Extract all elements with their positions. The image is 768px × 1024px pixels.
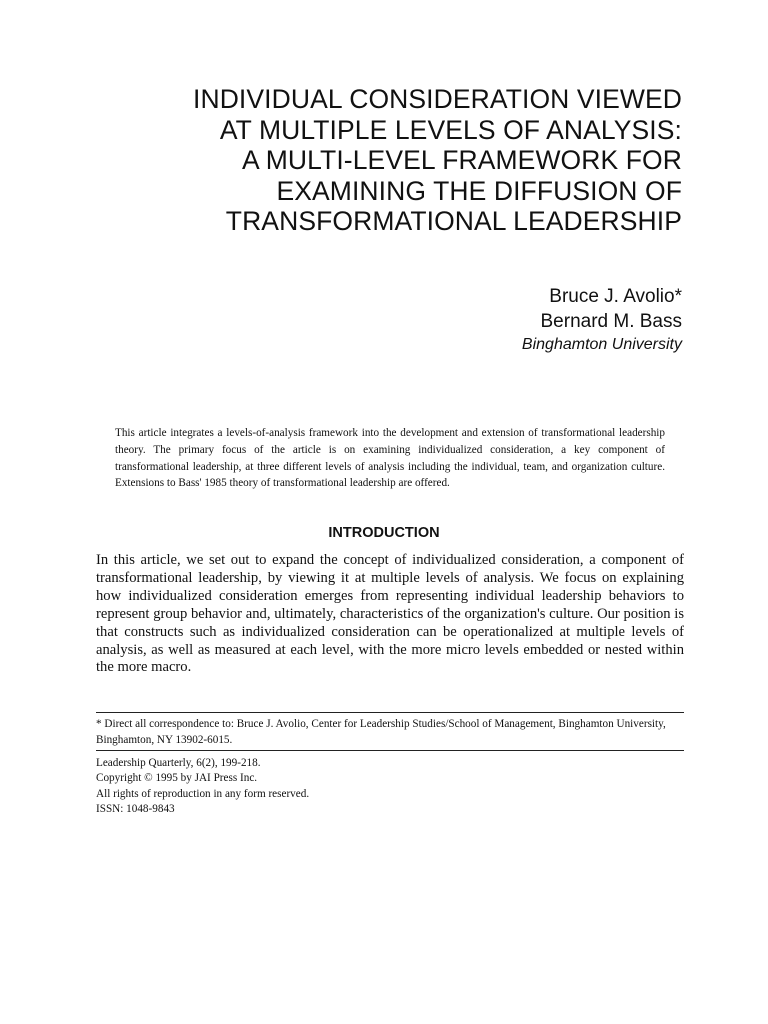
author-name: Bernard M. Bass (540, 310, 682, 332)
title-line: EXAMINING THE DIFFUSION OF (276, 175, 682, 206)
copyright-notice: Copyright © 1995 by JAI Press Inc. (96, 772, 258, 785)
footnote-divider (96, 750, 684, 751)
body-paragraph: In this article, we set out to expand the concept of individualized consideration, a component of transformational leadership, by viewing it at multiple levels of analysis. We focus on explaining how individualized consideration emerges from representing individual leadership behaviors to represent group behavior and, ultimately, characteristics of the organization's culture. Our position is that constructs such as individualized consideration can be operationalized at multiple levels of analysis, as well as measured at each level, with the more micro levels embedded or nested within the more macro. (96, 552, 684, 676)
author-name: Bruce J. Avolio* (549, 286, 682, 307)
title-line: A MULTI-LEVEL FRAMEWORK FOR (241, 145, 682, 175)
article-title (122, 84, 682, 237)
correspondence-footnote: * Direct all correspondence to: Bruce J. Avolio, Center for Leadership Studies/School of Management, Binghamton University, Binghamton, NY 13902-6015. (96, 718, 666, 746)
title-line: TRANSFORMATIONAL LEADERSHIP (225, 206, 682, 236)
issn: ISSN: 1048-9843 (96, 802, 175, 815)
footnote-divider (96, 712, 684, 713)
rights-notice: All rights of reproduction in any form reserved. (96, 787, 310, 800)
title-line: INDIVIDUAL CONSIDERATION VIEWED (193, 84, 682, 114)
author-affiliation: Binghamton University (521, 336, 682, 353)
publication-info (96, 756, 496, 817)
abstract: This article integrates a levels-of-analysis framework into the development and extension of transformational leadership theory. The primary focus of the article is on examining individualized consideration, a key component of transformational leadership, at three different levels of analysis including the individual, team, and organization culture. Extensions to Bass' 1985 theory of transformational leadership are offered. (115, 427, 665, 490)
title-line: AT MULTIPLE LEVELS OF ANALYSIS: (219, 114, 682, 145)
journal-citation: Leadership Quarterly, 6(2), 199-218. (96, 757, 261, 769)
author-block (322, 285, 682, 356)
section-heading: INTRODUCTION (328, 525, 440, 541)
